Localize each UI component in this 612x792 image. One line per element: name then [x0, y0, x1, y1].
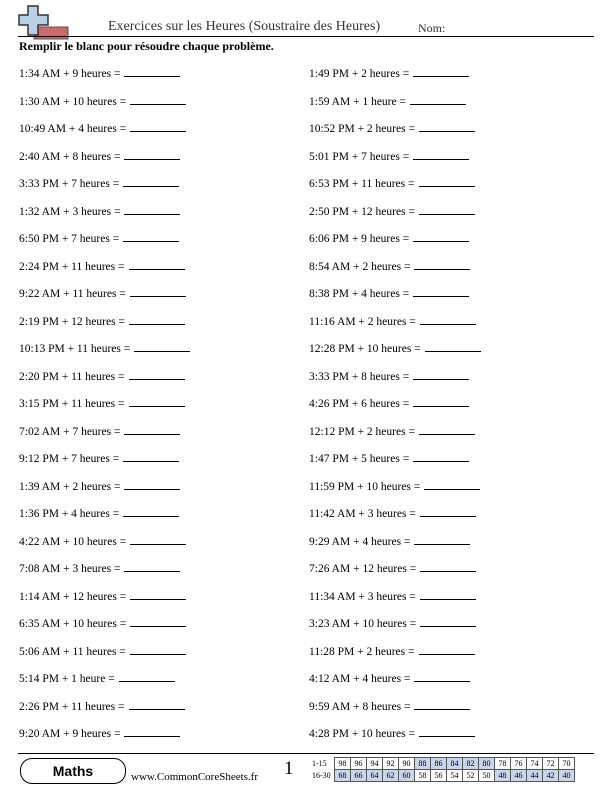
problem-text: 2:19 PM + 12 heures = — [19, 315, 125, 328]
answer-blank[interactable] — [130, 93, 186, 105]
answer-blank[interactable] — [130, 588, 186, 600]
score-key-cell: 66 — [351, 770, 367, 782]
problem-item — [19, 423, 180, 441]
problem-item — [19, 175, 179, 193]
problem-item — [19, 285, 186, 303]
score-key-cell: 68 — [335, 770, 351, 782]
answer-blank[interactable] — [124, 478, 180, 490]
score-key-cell: 44 — [527, 770, 543, 782]
answer-blank[interactable] — [419, 203, 475, 215]
answer-blank[interactable] — [410, 93, 466, 105]
problem-item — [309, 615, 476, 633]
answer-blank[interactable] — [424, 478, 480, 490]
score-key-cell: 72 — [543, 758, 559, 770]
problem-item — [309, 423, 475, 441]
problem-text: 11:42 AM + 3 heures = — [309, 508, 416, 520]
score-key-cell: 42 — [543, 770, 559, 782]
score-key-cell: 50 — [479, 770, 495, 782]
problem-item — [309, 258, 470, 276]
problem-item — [19, 93, 186, 111]
score-key-cell: 96 — [351, 758, 367, 770]
problem-text: 3:33 PM + 8 heures = — [309, 370, 410, 383]
score-key-range: 16-30 — [312, 770, 331, 780]
problem-item — [19, 478, 180, 496]
problem-text: 2:50 PM + 12 heures = — [309, 205, 415, 218]
answer-blank[interactable] — [414, 258, 470, 270]
answer-blank[interactable] — [129, 698, 185, 710]
problem-text: 2:40 AM + 8 heures = — [19, 150, 121, 163]
score-key-cell: 76 — [511, 758, 527, 770]
answer-blank[interactable] — [413, 450, 469, 462]
problem-item — [19, 533, 186, 551]
problem-item — [309, 478, 480, 496]
problem-text: 9:20 AM + 9 heures = — [19, 728, 121, 740]
score-key-cell: 92 — [383, 758, 399, 770]
problem-item — [309, 505, 476, 523]
problem-item — [309, 230, 469, 248]
problem-text: 1:49 PM + 2 heures = — [309, 68, 410, 80]
instructions: Remplir le blanc pour résoudre chaque problème. — [19, 39, 274, 53]
score-key-range: 1-15 — [312, 758, 327, 768]
problem-item — [19, 725, 180, 743]
answer-blank[interactable] — [123, 505, 179, 517]
score-key-row — [312, 770, 575, 782]
problem-item — [19, 698, 185, 716]
problem-item — [309, 340, 481, 358]
problem-item — [19, 203, 180, 221]
problem-text: 11:16 AM + 2 heures = — [309, 315, 416, 328]
problem-text: 3:33 PM + 7 heures = — [19, 178, 120, 190]
problem-item — [19, 340, 190, 358]
problem-item — [309, 725, 475, 743]
score-key-cell: 60 — [399, 770, 415, 782]
problem-item — [309, 533, 470, 551]
problem-text: 9:12 PM + 7 heures = — [19, 453, 120, 465]
problem-item — [19, 560, 180, 578]
answer-blank[interactable] — [420, 313, 476, 325]
problem-item — [19, 313, 185, 331]
score-key-cell: 64 — [367, 770, 383, 782]
problem-text: 7:26 AM + 12 heures = — [309, 563, 417, 575]
footer-divider — [18, 753, 594, 754]
problem-item — [19, 615, 186, 633]
score-key-cell: 78 — [495, 758, 511, 770]
answer-blank[interactable] — [134, 340, 190, 352]
answer-blank[interactable] — [420, 615, 476, 627]
problem-text: 1:32 AM + 3 heures = — [19, 205, 121, 218]
problem-text: 2:24 PM + 11 heures = — [19, 260, 125, 273]
problem-item — [19, 670, 175, 688]
answer-blank[interactable] — [130, 533, 186, 545]
problem-text: 11:59 PM + 10 heures = — [309, 480, 421, 493]
problem-item — [309, 120, 475, 138]
answer-blank[interactable] — [129, 395, 185, 407]
answer-blank[interactable] — [130, 643, 186, 655]
problem-text: 6:06 PM + 9 heures = — [309, 233, 410, 245]
problem-item — [309, 93, 466, 111]
problem-text: 9:29 AM + 4 heures = — [309, 535, 411, 548]
answer-blank[interactable] — [420, 588, 476, 600]
problem-item — [19, 395, 185, 413]
problem-text: 4:12 AM + 4 heures = — [309, 673, 411, 685]
problem-text: 2:26 PM + 11 heures = — [19, 700, 125, 713]
answer-blank[interactable] — [123, 175, 179, 187]
problem-text: 5:06 AM + 11 heures = — [19, 645, 126, 658]
problem-item — [19, 588, 186, 606]
problem-item — [309, 670, 470, 688]
answer-blank[interactable] — [413, 148, 469, 160]
problem-item — [309, 450, 469, 468]
problem-text: 1:14 AM + 12 heures = — [19, 590, 127, 603]
score-key-cell: 84 — [447, 758, 463, 770]
score-key-cell: 98 — [335, 758, 351, 770]
answer-blank[interactable] — [413, 368, 469, 380]
problem-text: 1:59 AM + 1 heure = — [309, 95, 406, 108]
problem-item — [19, 230, 179, 248]
answer-blank[interactable] — [123, 230, 179, 242]
answer-blank[interactable] — [420, 560, 476, 572]
score-key-cell: 88 — [415, 758, 431, 770]
answer-blank[interactable] — [130, 285, 186, 297]
problem-item — [309, 65, 469, 83]
problem-text: 6:53 PM + 11 heures = — [309, 178, 415, 190]
answer-blank[interactable] — [129, 258, 185, 270]
problem-text: 3:23 AM + 10 heures = — [309, 618, 417, 630]
problem-item — [309, 588, 476, 606]
problem-item — [309, 395, 469, 413]
problem-text: 11:28 PM + 2 heures = — [309, 645, 415, 658]
answer-blank[interactable] — [413, 395, 469, 407]
problem-text: 2:20 PM + 11 heures = — [19, 370, 125, 383]
score-key-cell: 70 — [559, 758, 575, 770]
problem-item — [309, 560, 476, 578]
problem-text: 12:12 PM + 2 heures = — [309, 425, 415, 438]
problem-item — [309, 368, 469, 386]
problem-text: 11:34 AM + 3 heures = — [309, 590, 416, 603]
problem-item — [19, 258, 185, 276]
answer-blank[interactable] — [129, 313, 185, 325]
problem-text: 10:13 PM + 11 heures = — [19, 343, 131, 355]
score-key-row — [312, 758, 575, 770]
answer-blank[interactable] — [425, 340, 481, 352]
problem-text: 6:50 PM + 7 heures = — [19, 233, 120, 245]
score-key-cell: 54 — [447, 770, 463, 782]
problem-text: 4:28 PM + 10 heures = — [309, 728, 415, 740]
problem-item — [309, 698, 470, 716]
problem-text: 1:47 PM + 5 heures = — [309, 453, 410, 465]
problem-item — [309, 175, 475, 193]
problem-item — [19, 65, 180, 83]
problem-text: 12:28 PM + 10 heures = — [309, 343, 421, 355]
answer-blank[interactable] — [129, 368, 185, 380]
problem-text: 7:08 AM + 3 heures = — [19, 563, 121, 575]
answer-blank[interactable] — [130, 120, 186, 132]
score-key-cell: 90 — [399, 758, 415, 770]
website-label: www.CommonCoreSheets.fr — [131, 771, 258, 783]
problem-item — [19, 368, 185, 386]
score-key-cell: 86 — [431, 758, 447, 770]
problem-text: 8:54 AM + 2 heures = — [309, 260, 411, 273]
answer-blank[interactable] — [124, 725, 180, 737]
problem-text: 5:14 PM + 1 heure = — [19, 673, 115, 685]
answer-blank[interactable] — [413, 285, 469, 297]
answer-blank[interactable] — [119, 670, 175, 682]
answer-blank[interactable] — [419, 120, 475, 132]
answer-blank[interactable] — [124, 65, 180, 77]
problem-text: 4:26 PM + 6 heures = — [309, 398, 410, 410]
score-key-cell: 52 — [463, 770, 479, 782]
problem-text: 6:35 AM + 10 heures = — [19, 618, 127, 630]
name-label: Nom: — [418, 21, 446, 35]
subject-badge: Maths — [20, 758, 126, 784]
problem-text: 7:02 AM + 7 heures = — [19, 425, 121, 438]
problem-item — [19, 148, 180, 166]
answer-blank[interactable] — [414, 533, 470, 545]
problem-text: 3:15 PM + 11 heures = — [19, 398, 125, 410]
problem-text: 1:30 AM + 10 heures = — [19, 95, 127, 108]
problem-text: 5:01 PM + 7 heures = — [309, 150, 410, 163]
answer-blank[interactable] — [123, 450, 179, 462]
answer-blank[interactable] — [413, 65, 469, 77]
problem-text: 1:34 AM + 9 heures = — [19, 68, 121, 80]
answer-blank[interactable] — [414, 670, 470, 682]
answer-blank[interactable] — [419, 423, 475, 435]
score-key-cell: 94 — [367, 758, 383, 770]
answer-blank[interactable] — [130, 615, 186, 627]
problem-item — [19, 120, 186, 138]
answer-blank[interactable] — [124, 423, 180, 435]
problem-text: 9:59 AM + 8 heures = — [309, 700, 411, 713]
score-key-cell: 40 — [559, 770, 575, 782]
problem-text: 8:38 PM + 4 heures = — [309, 288, 410, 300]
problem-text: 1:36 PM + 4 heures = — [19, 508, 120, 520]
problem-item — [19, 505, 179, 523]
problem-item — [309, 313, 476, 331]
problem-item — [309, 643, 475, 661]
score-key — [312, 757, 575, 782]
answer-blank[interactable] — [414, 698, 470, 710]
score-key-cell: 48 — [495, 770, 511, 782]
problem-item — [309, 148, 469, 166]
score-key-cell: 58 — [415, 770, 431, 782]
problem-text: 9:22 AM + 11 heures = — [19, 288, 126, 300]
answer-blank[interactable] — [420, 505, 476, 517]
score-key-cell: 56 — [431, 770, 447, 782]
problem-item — [19, 450, 179, 468]
answer-blank[interactable] — [419, 643, 475, 655]
page-title: Exercices sur les Heures (Soustraire des Heures) — [108, 19, 381, 34]
score-key-cell: 74 — [527, 758, 543, 770]
problem-text: 10:52 PM + 2 heures = — [309, 123, 415, 135]
problem-text: 1:39 AM + 2 heures = — [19, 480, 121, 493]
score-key-cell: 80 — [479, 758, 495, 770]
score-key-cell: 62 — [383, 770, 399, 782]
page-number: 1 — [284, 758, 294, 779]
score-key-cell: 46 — [511, 770, 527, 782]
answer-blank[interactable] — [124, 560, 180, 572]
answer-blank[interactable] — [419, 175, 475, 187]
answer-blank[interactable] — [124, 148, 180, 160]
answer-blank[interactable] — [419, 725, 475, 737]
logo-red-block — [34, 27, 68, 39]
answer-blank[interactable] — [124, 203, 180, 215]
problem-text: 4:22 AM + 10 heures = — [19, 535, 127, 548]
header-divider — [18, 36, 594, 37]
score-key-cell: 82 — [463, 758, 479, 770]
problem-text: 10:49 AM + 4 heures = — [19, 123, 127, 135]
problem-item — [19, 643, 186, 661]
answer-blank[interactable] — [413, 230, 469, 242]
problem-item — [309, 203, 475, 221]
problem-item — [309, 285, 469, 303]
